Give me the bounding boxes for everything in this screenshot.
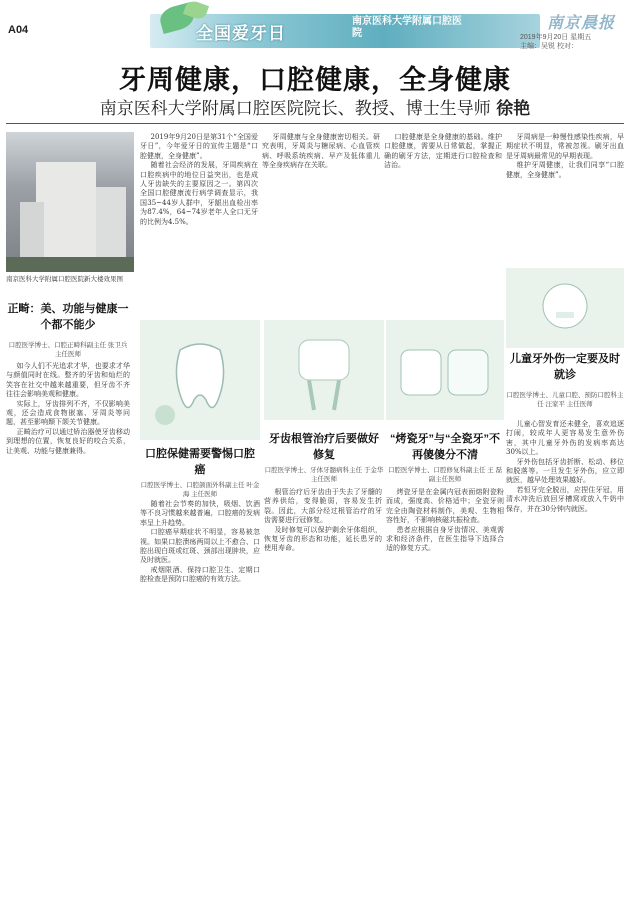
subhead (0, 94, 630, 119)
top-divider (6, 123, 624, 124)
oral-cancer-body (140, 500, 260, 890)
photo-caption: 南京医科大学附属口腔医院新大楼效果图 (6, 276, 123, 283)
child-trauma-title: 儿童牙外伤一定要及时就诊 (510, 353, 620, 381)
body-paragraph: 实际上，牙齿排列不齐，不仅影响美观，还会造成食物嵌塞、牙周炎等问题，甚至影响颞下颌关节健康。 (6, 399, 130, 427)
child-trauma-byline: 口腔医学博士、儿童口腔、预防口腔科主任 汪家平 主任医师 (506, 392, 624, 408)
body-paragraph: 如今人们不光追求才华，也要求才华与颜值同时在线。整齐的牙齿和灿烂的笑容在社交中越来越重要，但牙齿不齐往往会影响美观和健康。 (6, 362, 130, 399)
intro-paragraph: 2019年9月20日是第31个“全国爱牙日”，今年爱牙日的宣传主题是“口腔健康，全身健康”。 (140, 133, 258, 160)
root-canal-illustration (264, 320, 384, 420)
body-paragraph: 儿童心智发育还未健全，喜欢追逐打闹，较成年人更容易发生意外伤害，其中儿童牙外伤的发病率高达30%以上。 (506, 420, 624, 457)
tooth-illustration (140, 320, 260, 440)
orthodontics-body (6, 362, 130, 890)
body-paragraph: 根管治疗后牙齿由于失去了牙髓的营养供给，变得脆弱，容易发生折裂。因此，大部分经过根管治疗的牙齿需要进行冠修复。 (264, 488, 382, 525)
intro-column-2 (262, 133, 380, 313)
porcelain-title: “烤瓷牙”与“全瓷牙”不再傻傻分不清 (390, 433, 500, 461)
orthodontics-title: 正畸：美、功能与健康一个都不能少 (7, 303, 129, 331)
body-paragraph: 口腔癌早期症状不明显，容易被忽视。如果口腔溃疡两周以上不愈合、口腔出现白斑或红斑、颈部出现肿块，应及时就医。 (140, 528, 260, 565)
body-paragraph: 患者应根据自身牙齿情况、美观需求和经济条件，在医生指导下选择合适的修复方式。 (386, 525, 504, 553)
intro-column-4 (506, 133, 624, 263)
intro-paragraph: 牙周健康与全身健康密切相关。研究表明，牙周炎与糖尿病、心血管疾病、呼吸系统疾病、早产及低体重儿等全身疾病存在关联。 (262, 133, 380, 170)
paper-logo: 南京晨报 (547, 13, 616, 32)
subhead-affiliation: 南京医科大学附属口腔医院院长、教授、博士生导师 (99, 99, 491, 119)
intro-paragraph: 口腔健康是全身健康的基础。维护口腔健康，需要从日常做起，掌握正确的刷牙方法，定期进行口腔检查和洁治。 (384, 133, 502, 170)
banner-subtitle: 南京医科大学附属口腔医院 (352, 16, 462, 39)
intro-paragraph: 随着社会经济的发展，牙周疾病在口腔疾病中的地位日益突出，也是成人牙齿缺失的主要原因之一。第四次全国口腔健康流行病学调查显示，我国35~44岁人群中，牙龈出血检出率为87.4%，64~74岁老年人全口无牙的比例为4.5%。 (140, 161, 258, 226)
body-paragraph: 戒烟限酒、保持口腔卫生、定期口腔检查是预防口腔癌的有效方法。 (140, 565, 260, 584)
page-number: A04 (8, 24, 29, 36)
oral-cancer-byline: 口腔医学博士、口腔颌面外科副主任 叶金海 主任医师 (140, 482, 260, 498)
orthodontics-byline: 口腔医学博士、口腔正畸科副主任 张卫兵 主任医师 (8, 342, 128, 358)
body-paragraph: 正畸治疗可以通过矫治器使牙齿移动到理想的位置，恢复良好的咬合关系，让美观、功能与健康兼得。 (6, 427, 130, 455)
building-photo (6, 132, 134, 272)
intro-paragraph: 维护牙周健康，让我们同享“口腔健康，全身健康”。 (506, 161, 624, 179)
dateline: 2019年9月20日 星期五 (520, 34, 592, 41)
porcelain-body (386, 488, 504, 890)
subhead-author: 徐艳 (496, 99, 531, 119)
oral-cancer-title: 口腔保健需要警惕口腔癌 (145, 448, 255, 476)
root-canal-body (264, 488, 382, 890)
body-paragraph: 及时修复可以保护剩余牙体组织，恢复牙齿的形态和功能，延长患牙的使用寿命。 (264, 525, 382, 553)
headline: 牙周健康，口腔健康，全身健康 (119, 65, 511, 95)
intro-column-1 (140, 133, 258, 313)
intro-paragraph: 牙周病是一种慢性感染性疾病，早期症状不明显，常被忽视。刷牙出血是牙周病最常见的早期表现。 (506, 133, 624, 160)
body-paragraph: 随着社会节奏的加快，吸烟、饮酒等不良习惯越来越普遍，口腔癌的发病率呈上升趋势。 (140, 500, 260, 527)
intro-column-3 (384, 133, 502, 313)
child-trauma-body (506, 420, 624, 890)
body-paragraph: 烤瓷牙是在金属内冠表面熔附瓷粉而成，强度高、价格适中；全瓷牙则完全由陶瓷材料制作，美观、生物相容性好，不影响核磁共振检查。 (386, 488, 504, 525)
crown-illustration (386, 320, 504, 420)
editor-line: 主编：吴锐 校对： (520, 43, 578, 50)
body-paragraph: 牙外伤包括牙齿折断、松动、移位和脱落等。一旦发生牙外伤，应立即就医，越早处理效果越好。 (506, 457, 624, 485)
root-canal-title: 牙齿根管治疗后要做好修复 (269, 433, 379, 461)
banner-title: 全国爱牙日 (196, 24, 286, 43)
body-paragraph: 若恒牙完全脱出，应捏住牙冠，用清水冲洗后放回牙槽窝或放入牛奶中保存，并在30分钟内就医。 (506, 485, 624, 513)
root-canal-byline: 口腔医学博士、牙体牙髓病科主任 于金华 主任医师 (264, 467, 384, 483)
child-illustration (506, 268, 624, 348)
porcelain-byline: 口腔医学博士、口腔修复科副主任 王 磊 副主任医师 (387, 467, 503, 483)
